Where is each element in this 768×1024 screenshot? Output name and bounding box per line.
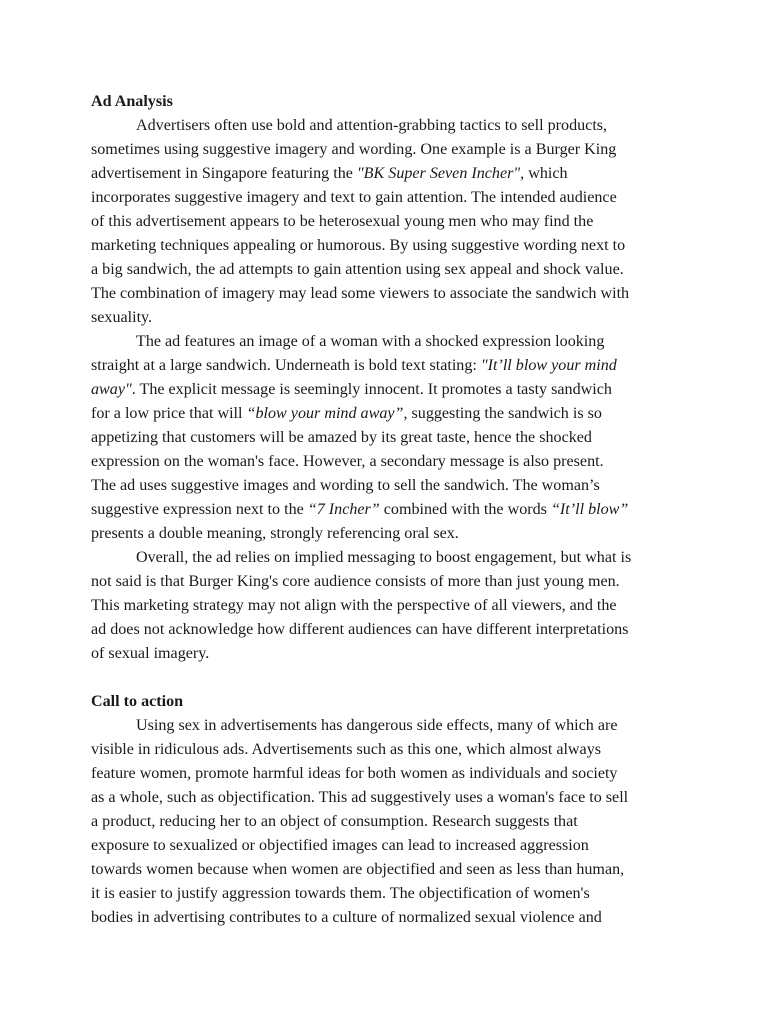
section-body-ad-analysis	[91, 114, 681, 666]
text-line	[91, 138, 681, 162]
document-page	[91, 90, 681, 930]
italic-text-run: "It’ll blow your mind	[480, 357, 617, 374]
text-run: exposure to sexualized or objectified images can lead to increased aggression	[91, 837, 589, 854]
text-run: a product, reducing her to an object of consumption. Research suggests that	[91, 813, 578, 830]
text-run: sexuality.	[91, 309, 153, 326]
text-line	[91, 882, 681, 906]
text-run: suggestive expression next to the	[91, 501, 308, 518]
text-run: straight at a large sandwich. Underneath is bold text stating:	[91, 357, 481, 374]
text-line	[91, 306, 681, 330]
section-spacer	[91, 666, 681, 690]
text-run: marketing techniques appealing or humorous. By using suggestive wording next to	[91, 237, 626, 254]
text-line	[91, 498, 681, 522]
text-line	[91, 426, 681, 450]
text-line	[91, 282, 681, 306]
text-line	[91, 234, 681, 258]
text-run: appetizing that customers will be amazed by its great taste, hence the shocked	[91, 429, 592, 446]
italic-text-run: "BK Super Seven Incher"	[356, 165, 521, 182]
text-run: . The explicit message is seemingly innocent. It promotes a tasty sandwich	[131, 381, 612, 398]
text-run: incorporates suggestive imagery and text to gain attention. The intended audience	[91, 189, 617, 206]
text-line	[91, 810, 681, 834]
text-run: not said is that Burger King's core audience consists of more than just young men.	[91, 573, 620, 590]
text-line	[91, 618, 681, 642]
text-run: expression on the woman's face. However, a secondary message is also present.	[91, 453, 604, 470]
section-heading-ad-analysis: Ad Analysis	[91, 93, 173, 110]
text-run: The ad features an image of a woman with a shocked expression looking	[136, 333, 605, 350]
text-run: bodies in advertising contributes to a culture of normalized sexual violence and	[91, 909, 602, 926]
text-line	[91, 834, 681, 858]
text-run: presents a double meaning, strongly referencing oral sex.	[91, 525, 459, 542]
text-run: of sexual imagery.	[91, 645, 210, 662]
text-line	[91, 762, 681, 786]
italic-text-run: away"	[91, 381, 132, 398]
italic-text-run: “blow your mind away”	[246, 405, 404, 422]
text-run: Advertisers often use bold and attention-grabbing tactics to sell products,	[136, 117, 608, 134]
text-run: towards women because when women are objectified and seen as less than human,	[91, 861, 625, 878]
text-line	[91, 546, 681, 570]
text-run: The ad uses suggestive images and wording to sell the sandwich. The woman’s	[91, 477, 600, 494]
text-line	[91, 450, 681, 474]
text-run: advertisement in Singapore featuring the	[91, 165, 357, 182]
section-body-call-to-action	[91, 714, 681, 930]
text-run: it is easier to justify aggression towards them. The objectification of women's	[91, 885, 590, 902]
text-run: for a low price that will	[91, 405, 247, 422]
text-line	[91, 330, 681, 354]
text-line	[91, 594, 681, 618]
text-line	[91, 786, 681, 810]
text-run: Overall, the ad relies on implied messaging to boost engagement, but what is	[136, 549, 632, 566]
text-line	[91, 162, 681, 186]
text-line	[91, 570, 681, 594]
text-line	[91, 258, 681, 282]
text-run: combined with the words	[379, 501, 551, 518]
text-run: a big sandwich, the ad attempts to gain attention using sex appeal and shock value.	[91, 261, 624, 278]
text-run: feature women, promote harmful ideas for both women as individuals and society	[91, 765, 618, 782]
text-run: This marketing strategy may not align with the perspective of all viewers, and the	[91, 597, 617, 614]
text-line	[91, 474, 681, 498]
text-run: Using sex in advertisements has dangerous side effects, many of which are	[136, 717, 618, 734]
text-line	[91, 858, 681, 882]
italic-text-run: “7 Incher”	[307, 501, 380, 518]
text-line	[91, 114, 681, 138]
text-line	[91, 642, 681, 666]
text-line	[91, 354, 681, 378]
text-line	[91, 714, 681, 738]
text-run: sometimes using suggestive imagery and wording. One example is a Burger King	[91, 141, 617, 158]
text-line	[91, 906, 681, 930]
text-run: ad does not acknowledge how different audiences can have different interpretations	[91, 621, 629, 638]
text-run: , suggesting the sandwich is so	[403, 405, 602, 422]
text-line	[91, 186, 681, 210]
italic-text-run: “It’ll blow”	[550, 501, 629, 518]
text-line	[91, 522, 681, 546]
text-line	[91, 402, 681, 426]
text-line	[91, 378, 681, 402]
text-run: as a whole, such as objectification. This ad suggestively uses a woman's face to sell	[91, 789, 629, 806]
text-run: visible in ridiculous ads. Advertisements such as this one, which almost always	[91, 741, 602, 758]
text-run: , which	[520, 165, 568, 182]
section-heading-call-to-action: Call to action	[91, 693, 184, 710]
text-line	[91, 210, 681, 234]
text-line	[91, 738, 681, 762]
text-run: The combination of imagery may lead some viewers to associate the sandwich with	[91, 285, 630, 302]
text-run: of this advertisement appears to be heterosexual young men who may find the	[91, 213, 594, 230]
